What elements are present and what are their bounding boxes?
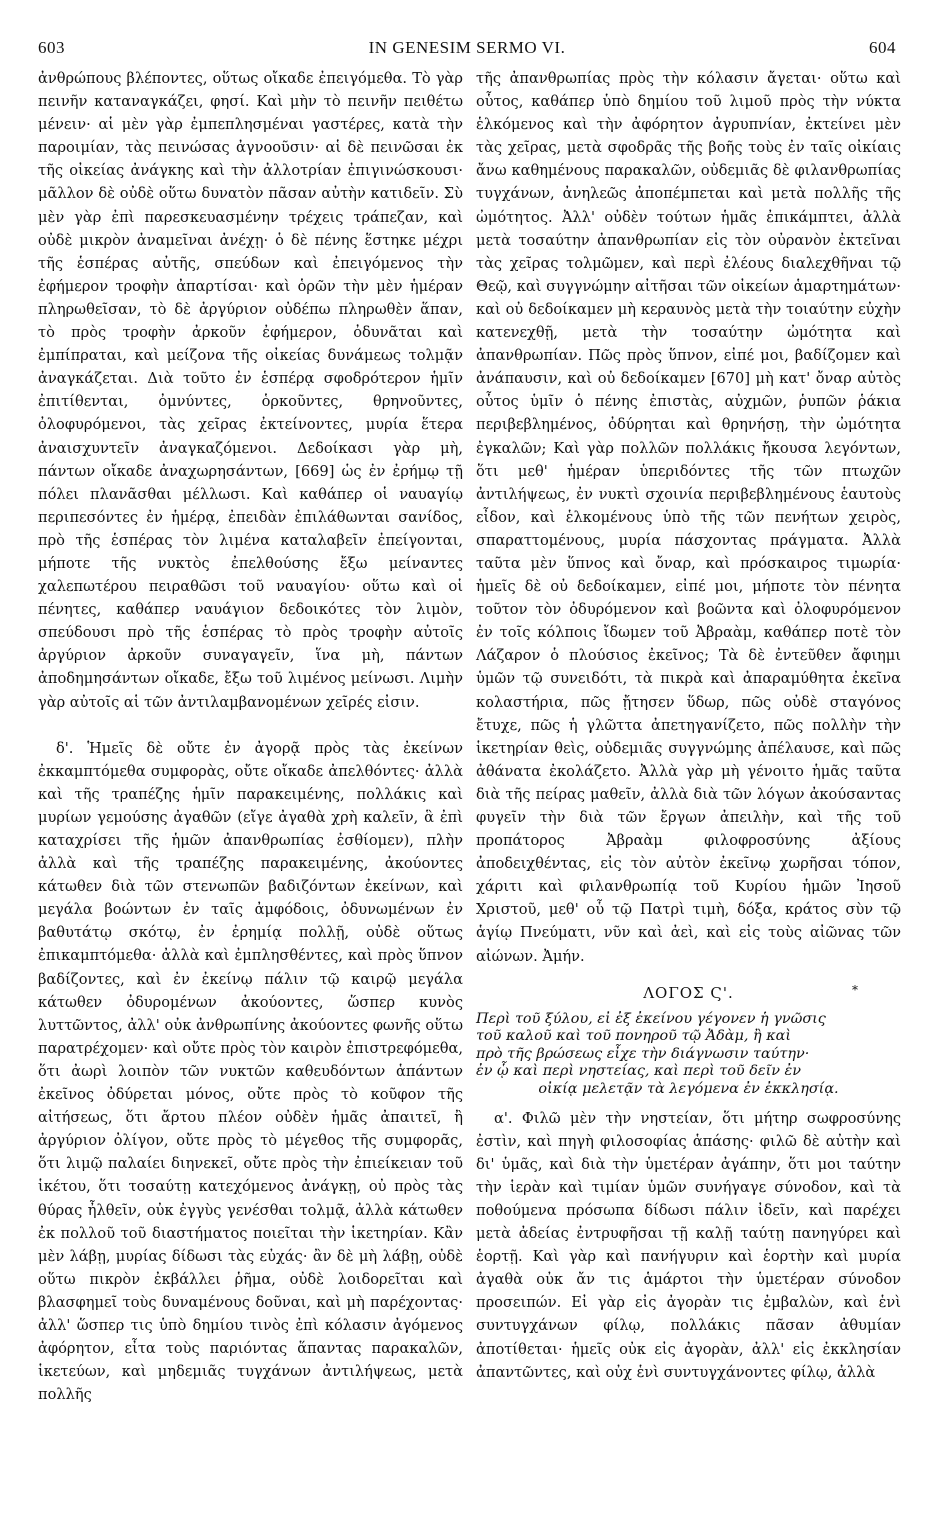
subtitle-line: Περὶ τοῦ ξύλου, εἰ ἐξ ἐκείνου γέγονεν ἡ γνῶσις xyxy=(476,1010,826,1027)
running-title: IN GENESIM SERMO VI. xyxy=(368,38,566,57)
paragraph-continuation: ἀνθρώπους βλέποντες, οὕτως οἴκαδε ἐπειγόμεθα. Τὸ γὰρ πεινῆν καταναγκάζει, φησί. Καὶ μὴν τὸ πεινῆν πειθέτω μένειν· αἱ μὲν γὰρ ἐμπεπλησμέναι γαστέρες, κατὰ τὴν παροιμίαν, τὰς πεινώσας ἀγνοοῦσιν· αἱ δὲ πεινῶσαι ἐκ τῆς οἰκείας ἀνάγκης καὶ τὴν ἀλλοτρίαν ἐπιγινώσκουσι· μᾶλλον δὲ οὐδὲ οὕτω δυνατὸν πᾶσαν αὐτὴν κατιδεῖν. Σὺ μὲν γὰρ ἐπὶ παρεσκευασμένην τρέχεις τράπεζαν, καὶ οὐδὲ μικρὸν ἀναμεῖναι ἀνέχῃ· ὁ δὲ πένης ἕστηκε μέχρι τῆς ἑσπέρας αὐτῆς, σπεύδων καὶ ἐπειγόμενος τὴν ἐφήμερον τροφὴν ἀπαρτίσαι· καὶ ὁρῶν τὴν μὲν ἡμέραν πληρωθεῖσαν, τὸ δὲ ἀργύριον οὐδέπω πληρωθὲν ἅπαν, τὸ πρὸς τροφὴν ἀρκοῦν ἐφήμερον, ὀδυνᾶται καὶ ἐμπίπραται, καὶ μείζονα τῆς οἰκείας δυνάμεως τολμᾷν ἀναγκάζεται. Διὰ τοῦτο ἐν ἑσπέρᾳ σφοδρότερον ἡμῖν ἐπιτίθενται, ὀμνύντες, ὁρκοῦντες, θρηνοῦντες, ὀλοφυρόμενοι, τὰς χεῖρας ἐκτείνοντες, μυρία ἕτερα ἀναισχυντεῖν ἀναγκαζόμενοι. Δεδοίκασι γὰρ μὴ, πάντων οἴκαδε ἀναχωρησάντων, [669] ὡς ἐν ἐρήμῳ τῇ πόλει πλανᾶσθαι μέλλωσι. Καὶ καθάπερ οἱ ναυαγίῳ περιπεσόντες ἐν ἡμέρᾳ, ἐπειδὰν ἐπιλάθωνται σανίδος, πρὸ τῆς ἑσπέρας τὸν λιμένα καταλαβεῖν ἐπείγονται, μήποτε τῆς νυκτὸς ἐπελθούσης ἔξω μείναντες χαλεπωτέρου πειραθῶσι τοῦ ναυαγίου· οὕτω καὶ οἱ πένητες, καθάπερ ναυάγιον δεδοικότες τὸν λιμὸν, σπεύδουσι πρὸ τῆς ἑσπέρας τὸ πρὸς τροφὴν αὐτοῖς ἀργύριον ἀρκοῦν συναγαγεῖν, ἵνα μὴ, πάντων ἀποδημησάντων οἴκαδε, ἔξω τοῦ λιμένος μείνωσι. Λιμὴν γὰρ αὐτοῖς αἱ τῶν ἀντιλαμβανομένων χεῖρές εἰσιν. xyxy=(38,70,463,711)
section-mark: * xyxy=(852,982,859,997)
paragraph-section-1: α'. Φιλῶ μὲν τὴν νηστείαν, ὅτι μήτηρ σωφροσύνης ἐστὶν, καὶ πηγὴ φιλοσοφίας ἁπάσης· φιλῶ δὲ αὐτὴν καὶ δι' ὑμᾶς, καὶ διὰ τὴν ὑμετέραν ἀγάπην, ὅτι μοι ταύτην τὴν ἱερὰν καὶ τιμίαν ὑμῶν συνήγαγε σύνοδον, καὶ τὰ ποθούμενα πρόσωπα δίδωσι πάλιν ἰδεῖν, καὶ παρέχει μετὰ ἀδείας ἐντρυφῆσαι τῇ καλῇ ταύτῃ πανηγύρει καὶ ἑορτῇ. Καὶ γὰρ καὶ πανήγυριν καὶ ἑορτὴν καὶ μυρία ἀγαθὰ οὐκ ἄν τις ἁμάρτοι τὴν ὑμετέραν σύνοδον προσειπών. Εἰ γὰρ εἰς ἀγορὰν τις ἐμβαλὼν, καὶ ἑνὶ συντυγχάνων φίλῳ, πολλάκις πᾶσαν ἀθυμίαν ἀποτίθεται· ἡμεῖς οὐκ εἰς ἀγορὰν, ἀλλ' εἰς ἐκκλησίαν ἀπαντῶντες, καὶ οὐχ ἑνὶ συντυγχάνοντες φίλῳ, ἀλλὰ xyxy=(476,1109,901,1381)
page-header xyxy=(38,38,896,62)
page-number-right: 604 xyxy=(869,38,896,57)
subtitle-line: πρὸ τῆς βρώσεως εἶχε τὴν διάγνωσιν ταύτην· xyxy=(476,1045,810,1062)
left-column xyxy=(38,67,463,1406)
subtitle-line: τοῦ καλοῦ καὶ τοῦ πονηροῦ τῷ Ἀδὰμ, ἢ καὶ xyxy=(476,1028,792,1045)
sermon-title: ΛΟΓΟΣ Ϛ'. xyxy=(643,983,734,1002)
paragraph-section-4: δ'. Ἡμεῖς δὲ οὔτε ἐν ἀγορᾷ πρὸς τὰς ἐκείνων ἐκκαμπτόμεθα συμφορὰς, οὔτε οἴκαδε ἀπελθόντες· ἀλλὰ καὶ τῆς τραπέζης ἡμῖν παρακειμένης, πολλάκις καὶ μυρίων γεμούσης ἀγαθῶν (εἴγε ἀγαθὰ χρὴ καλεῖν, ἃ ἐπὶ καταχρίσει τῆς ἡμῶν ἀπανθρωπίας ἐσθίομεν), πλὴν ἀλλὰ καὶ τῆς τραπέζης παρακειμένης, ἀκούοντες κάτωθεν διὰ τῶν στενωπῶν βαδιζόντων ἐκείνων, καὶ μεγάλα βοώντων ἐν ταῖς ἀμφόδοις, ὀδυνωμένων ἐν βαθυτάτῳ σκότῳ, ἐν ἐρημίᾳ πολλῇ, οὐδὲ οὕτως ἐπικαμπτόμεθα· ἀλλὰ καὶ ἐμπλησθέντες, καὶ πρὸς ὕπνον βαδίζοντες, καὶ ἐν ἐκείνῳ πάλιν τῷ καιρῷ μεγάλα κάτωθεν ὀδυρομένων ἀκούοντες, ὥσπερ κυνὸς λυττῶντος, ἀλλ' οὐκ ἀνθρωπίνης ἀκούοντες φωνῆς οὕτω παρατρέχομεν· καὶ οὔτε πρὸς τὸν καιρὸν ἐπιστρεφόμεθα, ὅτι ἀωρὶ λοιπὸν τῶν νυκτῶν καθευδόντων ἁπάντων ἐκεῖνος ὀδύρεται μόνος, οὔτε πρὸς τὸ κοῦφον τῆς αἰτήσεως, ὅτι ἄρτου πλέον οὐδὲν ἡμᾶς ἀπαιτεῖ, ἢ ἀργύριον ὀλίγον, οὔτε πρὸς τὸ μέγεθος τῆς συμφορᾶς, ὅτι λιμῷ παλαίει διηνεκεῖ, οὔτε πρὸς τὴν ἐπιείκειαν τοῦ ἱκέτου, ὅτι τοσαύτῃ κατεχόμενος ἀνάγκῃ, οὐ πρὸς τὰς θύρας ἦλθεῖν, οὐκ ἐγγὺς γενέσθαι τολμᾷ, ἀλλὰ κάτωθεν ἐκ πολλοῦ τοῦ διαστήματος ποιεῖται τὴν ἱκετηρίαν. Κἂν μὲν λάβῃ, μυρίας δίδωσι τὰς εὐχάς· ἂν δὲ μὴ λάβῃ, οὐδὲ οὕτω πικρὸν ἐκβάλλει ῥῆμα, οὐδὲ λοιδορεῖται καὶ βλασφημεῖ τοὺς δυναμένους δοῦναι, καὶ μὴ παρέχοντας· ἀλλ' ὥσπερ τις ὑπὸ δημίου τινὸς ἐπὶ κόλασιν ἀγόμενος ἀφόρητον, εἶτα τοὺς παριόντας ἅπαντας παρακαλῶν, ἱκετεύων, καὶ μηδεμιᾶς τυγχάνων ἀντιλήψεως, μετὰ πολλῆς xyxy=(38,739,463,1404)
sermon-subtitle xyxy=(476,1011,901,1099)
paragraph-sermon-ending: τῆς ἀπανθρωπίας πρὸς τὴν κόλασιν ἄγεται· οὕτω καὶ οὗτος, καθάπερ ὑπὸ δημίου τοῦ λιμοῦ πρὸς τὴν νύκτα ἑλκόμενος καὶ τὴν ἀφόρητον ἀγρυπνίαν, ἐκτείνει μὲν τὰς χεῖρας, μετὰ σφοδρᾶς τῆς βοῆς τοὺς ἐν ταῖς οἰκίαις ἄνω καθημένους παρακαλῶν, οὐδεμιᾶς δὲ φιλανθρωπίας τυγχάνων, ἀνηλεῶς ἀποπέμπεται καὶ μετὰ πολλῆς τῆς ὠμότητος. Ἀλλ' οὐδὲν τούτων ἡμᾶς ἐπικάμπτει, ἀλλὰ μετὰ τοσαύτην ἀπανθρωπίαν εἰς τὸν οὐρανὸν ἐκτεῖναι τὰς χεῖρας τολμῶμεν, καὶ περὶ ἐλέους διαλεχθῆναι τῷ Θεῷ, καὶ συγγνώμην αἰτῆσαι τῶν οἰκείων ἁμαρτημάτων· καὶ οὐ δεδοίκαμεν μὴ κεραυνὸς μετὰ τὴν τοιαύτην εὐχὴν κατενεχθῇ, μετὰ τὴν τοσαύτην ὠμότητα καὶ ἀπανθρωπίαν. Πῶς πρὸς ὕπνον, εἰπέ μοι, βαδίζομεν καὶ ἀνάπαυσιν, καὶ οὐ δεδοίκαμεν [670] μὴ κατ' ὄναρ αὐτὸς οὗτος ὑμῖν ὁ πένης ἐπιστὰς, αὐχμῶν, ῥυπῶν ῥάκια περιβεβλημένος, ὀδύρηται καὶ θρηνήσῃ, τὴν ὠμότητα ἐγκαλῶν; Καὶ γὰρ πολλῶν πολλάκις ἤκουσα λεγόντων, ὅτι μεθ' ἡμέραν ὑπεριδόντες τῆς τῶν πτωχῶν ἀντιλήψεως, ἐν νυκτὶ σχοινία περιβεβλημένους ἑαυτοὺς εἶδον, καὶ ἑλκομένους ὑπὸ τῆς τῶν πενήτων χειρὸς, σπαραττομένους, μυρία πάσχοντας πράγματα. Ἀλλὰ ταῦτα μὲν ὕπνος καὶ ὄναρ, καὶ πρόσκαιρος τιμωρία· ἡμεῖς δὲ οὐ δεδοίκαμεν, εἰπέ μοι, μήποτε τὸν πένητα τοῦτον τὸν ὀδυρόμενον καὶ βοῶντα καὶ ὀλοφυρόμενον ἐν τοῖς κόλποις ἴδωμεν τοῦ Ἀβραὰμ, καθάπερ ποτὲ τὸν Λάζαρον ὁ πλούσιος ἐκεῖνος; Τὰ δὲ ἐντεῦθεν ἄφιημι ὑμῶν τῷ συνειδότι, τὰ πικρὰ καὶ ἀπαραμύθητα ἐκεῖνα κολαστήρια, πῶς ᾔτησεν ὕδωρ, πῶς οὐδὲ σταγόνος ἔτυχε, πῶς ἡ γλῶττα ἀπετηγανίζετο, πῶς πολλὴν τὴν ἱκετηρίαν θεὶς, οὐδεμιᾶς συγγνώμης ἀπέλαυσε, καὶ πῶς ἀθάνατα ἐκολάζετο. Ἀλλὰ γὰρ μὴ γένοιτο ἡμᾶς ταῦτα διὰ τῆς πείρας μαθεῖν, ἀλλὰ διὰ τῶν λόγων ἀκούσαντας φυγεῖν τὴν διὰ τῶν ἔργων ἀπειλὴν, καὶ τῆς τοῦ προπάτορος Ἀβραὰμ φιλοφροσύνης ἀξίους ἀποδειχθέντας, εἰς τὸν αὐτὸν ἐκεῖνῳ χωρῆσαι τόπον, χάριτι καὶ φιλανθρωπίᾳ τοῦ Κυρίου ἡμῶν Ἰησοῦ Χριστοῦ, μεθ' οὗ τῷ Πατρὶ τιμὴ, δόξα, κράτος σὺν τῷ ἁγίῳ Πνεύματι, νῦν καὶ ἀεὶ, καὶ εἰς τοὺς αἰῶνας τῶν αἰώνων. Ἀμήν. xyxy=(476,70,901,965)
subtitle-line: ἐν ᾧ καὶ περὶ νηστείας, καὶ περὶ τοῦ δεῖν ἐν xyxy=(476,1063,802,1080)
subtitle-line: οἰκίᾳ μελετᾷν τὰ λεγόμενα ἐν ἐκκλησίᾳ. xyxy=(538,1081,839,1098)
page-number-left: 603 xyxy=(38,38,65,57)
sermon-heading xyxy=(476,982,901,1005)
right-column xyxy=(476,67,901,1384)
